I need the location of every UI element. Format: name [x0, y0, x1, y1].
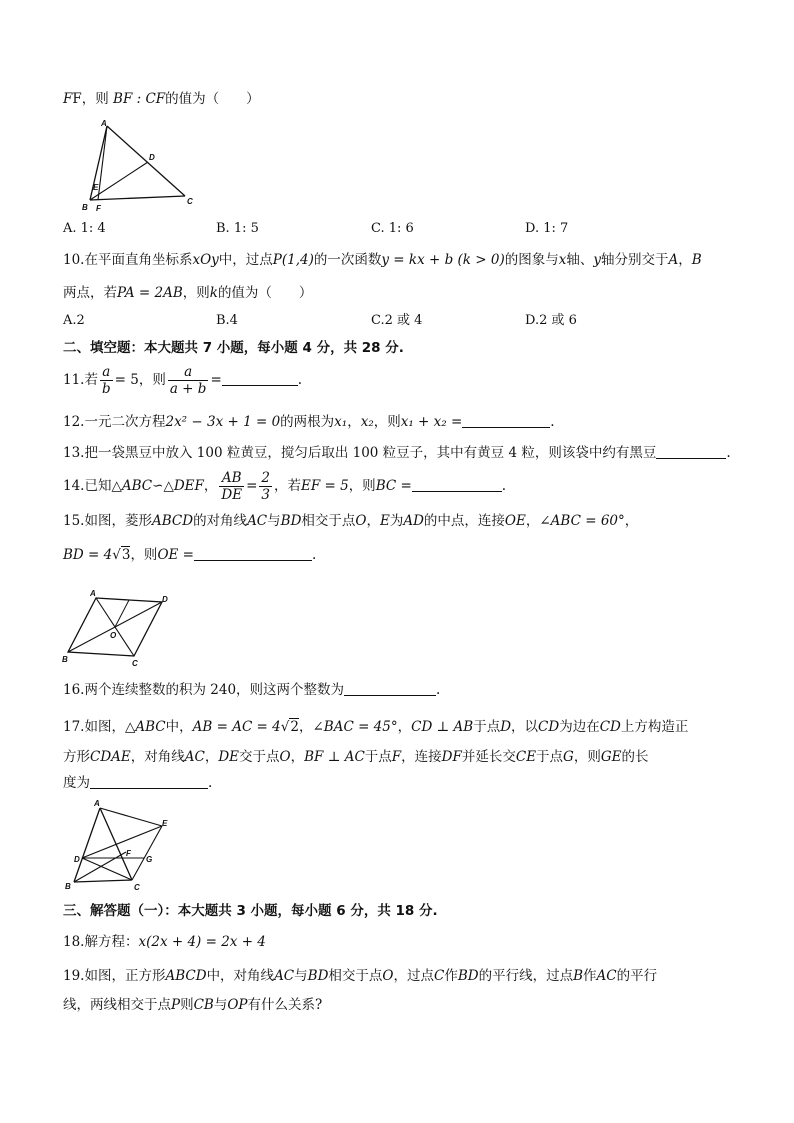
q13-answer-blank[interactable]: [656, 444, 726, 459]
q17-label-g: G: [146, 855, 153, 864]
q9-triangle-figure: [82, 118, 205, 218]
q9-option-d[interactable]: D. 1: 7: [525, 221, 569, 236]
q15-label-b: B: [62, 655, 68, 664]
q14-fraction-2-over-3: $\frac{2}{3}$: [261, 470, 270, 503]
q9-label-e: E: [93, 183, 99, 192]
q17-label-e: E: [162, 819, 168, 828]
q10-option-b[interactable]: B.4: [216, 313, 238, 328]
q15-label-d: D: [162, 595, 168, 604]
q9-option-c[interactable]: C. 1: 6: [371, 221, 414, 236]
q15-line2: BD = 4√3，则OE = .: [63, 547, 317, 563]
q10-line2: 两点，若PA = 2AB，则k的值为（ ）: [63, 285, 313, 301]
q15-rhombus-figure: [62, 590, 172, 670]
q19-line1: 19.如图，正方形ABCD中，对角线AC与BD相交于点O，过点C作BD的平行线，过点B作AC的平行: [63, 968, 658, 984]
q17-square-figure: [62, 800, 182, 895]
q9-label-b: B: [82, 203, 88, 212]
q9-ratio-expr: BF : CF: [113, 91, 166, 107]
q11-fraction-a-over-aplusb: $\frac{a}{a + b}$: [169, 364, 207, 397]
q12-answer-blank[interactable]: [462, 413, 550, 428]
q15-answer-blank[interactable]: [194, 546, 312, 561]
q17-line2: 方形CDAE，对角线AC，DE交于点O，BF ⊥ AC于点F，连接DF并延长交CE于点G，则GE的长: [63, 749, 649, 765]
q17-label-b: B: [65, 882, 71, 891]
section-2-heading: 二、填空题：本大题共 7 小题，每小题 4 分，共 28 分.: [63, 340, 404, 356]
q11-fraction-a-over-b: $\frac{a}{b}$: [101, 364, 111, 397]
q11: 11.若 $\frac{a}{b}$ = 5，则 $\frac{a}{a + b}$ = .: [63, 364, 303, 397]
q10-option-c[interactable]: C.2 或 4: [371, 313, 423, 328]
q17-label-c: C: [134, 883, 140, 892]
q18: 18.解方程：x(2x + 4) = 2x + 4: [63, 934, 266, 950]
q9-label-a: A: [101, 119, 107, 128]
q9-label-c: C: [187, 197, 193, 206]
q14-answer-blank[interactable]: [412, 477, 502, 492]
q9-option-b[interactable]: B. 1: 5: [216, 221, 259, 236]
q17-line1: 17.如图，△ABC中，AB = AC = 4√2，∠BAC = 45°，CD ⊥ AB于点D，以CD为边在CD上方构造正: [63, 719, 689, 735]
q11-answer-blank[interactable]: [222, 371, 298, 386]
q9-point-f: F: [63, 91, 73, 107]
q15-label-c: C: [132, 659, 138, 668]
q14-fraction-ab-over-de: $\frac{AB}{DE}$: [221, 470, 243, 503]
q19-line2: 线，两线相交于点P则CB与OP有什么关系?: [63, 997, 323, 1013]
q9-label-d: D: [149, 153, 155, 162]
q10-option-a[interactable]: A.2: [63, 313, 85, 328]
q15-line1: 15.如图，菱形ABCD的对角线AC与BD相交于点O，E为AD的中点，连接OE，∠ABC = 60°，: [63, 513, 639, 529]
q17-label-f: F: [126, 849, 131, 858]
section-3-heading: 三、解答题（一）：本大题共 3 小题，每小题 6 分，共 18 分.: [63, 903, 438, 919]
q12: 12.一元二次方程2x² − 3x + 1 = 0的两根为x₁，x₂，则x₁ + x₂ = .: [63, 414, 555, 430]
q10-option-d[interactable]: D.2 或 6: [525, 313, 577, 328]
q13: 13.把一袋黑豆中放入 100 粒黄豆，搅匀后取出 100 粒豆子，其中有黄豆 4 粒，则该袋中约有黑豆 .: [63, 445, 731, 461]
q15-label-a: A: [90, 589, 96, 598]
q15-label-o: O: [110, 631, 117, 640]
q9-stem: FF，则 BF : CF的值为（ ）: [63, 91, 260, 107]
q16-answer-blank[interactable]: [344, 681, 436, 696]
q9-label-f: F: [96, 204, 101, 213]
q14: 14.已知△ABC∽△DEF， $\frac{AB}{DE}$ = $\frac{2}{3}$ ，若EF = 5，则BC = .: [63, 470, 507, 503]
q17-label-d: D: [74, 855, 80, 864]
q16: 16.两个连续整数的积为 240，则这两个整数为 .: [63, 682, 441, 698]
q17-line3: 度为 .: [63, 775, 213, 791]
q17-answer-blank[interactable]: [90, 774, 208, 789]
q17-label-a: A: [94, 799, 100, 808]
q10-line1: 10.在平面直角坐标系xOy中，过点P(1,4)的一次函数y = kx + b (k > 0)的图象与x轴、y轴分别交于A，B: [63, 252, 702, 268]
q9-option-a[interactable]: A. 1: 4: [63, 221, 106, 236]
